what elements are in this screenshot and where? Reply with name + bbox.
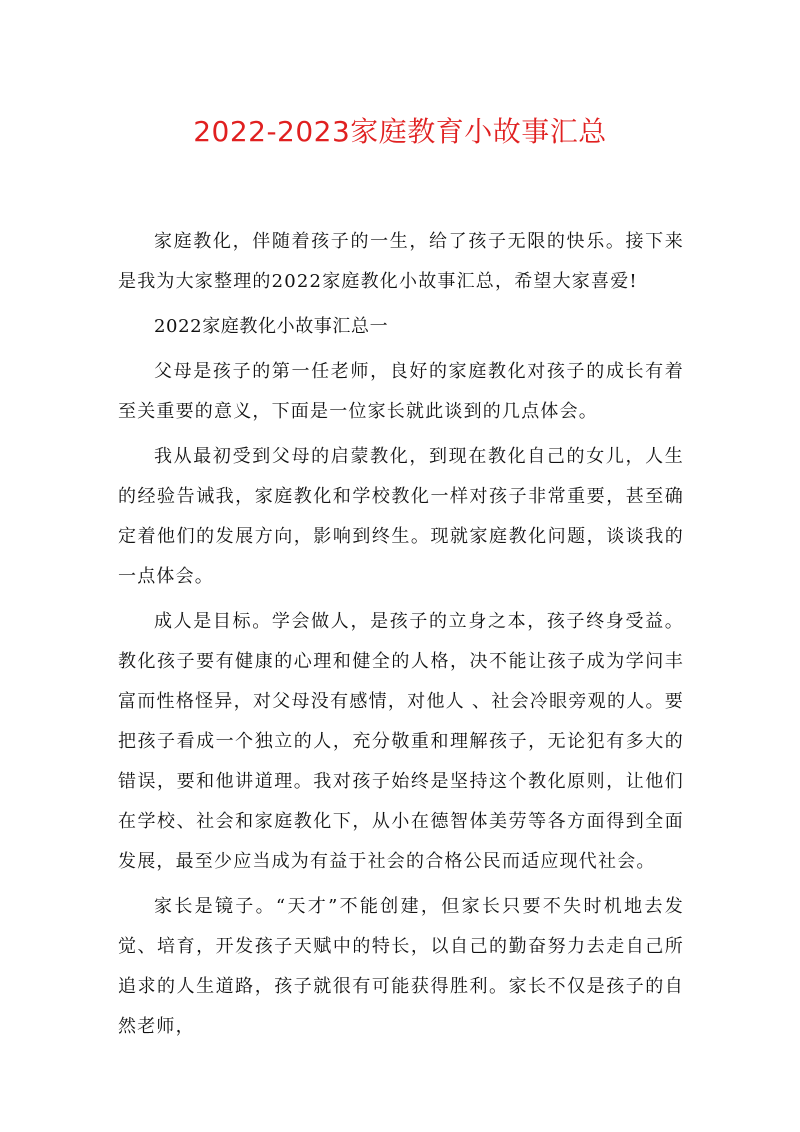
document-body [118,222,684,1052]
section-heading: 2022家庭教化小故事汇总一 [154,316,389,337]
paragraph-becoming-adult: 成人是目标。学会做人，是孩子的立身之本，孩子终身受益。教化孩子要有健康的心理和健全的人格，决不能让孩子成为学问丰富而性格怪异，对父母没有感情，对他人 、社会冷眼旁观的人。要把孩子看成一个独立的人，充分敬重和理解孩子，无论犯有多大的错误，要和他讲道理。我对孩子始终是坚持这个教化原则，让他们在学校、社会和家庭教化下，从小在德智体美劳等各方面得到全面发展，最至少应当成为有益于社会的合格公民而适应现代社会。 [118,611,684,872]
paragraph-intro: 家庭教化，伴随着孩子的一生，给了孩子无限的快乐。接下来是我为大家整理的2022家庭教化小故事汇总，希望大家喜爱! [118,231,684,292]
paragraph-experience: 我从最初受到父母的启蒙教化，到现在教化自己的女儿，人生的经验告诫我，家庭教化和学校教化一样对孩子非常重要，甚至确定着他们的发展方向，影响到终生。现就家庭教化问题，谈谈我的一点体会。 [118,446,684,587]
paragraph-parents-mirror: 家长是镜子。“天才”不能创建，但家长只要不失时机地去发觉、培育，开发孩子天赋中的特长，以自己的勤奋努力去走自己所追求的人生道路，孩子就很有可能获得胜利。家长不仅是孩子的自然老师， [118,896,684,1037]
paragraph-parents-first-teacher: 父母是孩子的第一任老师，良好的家庭教化对孩子的成长有着至关重要的意义，下面是一位家长就此谈到的几点体会。 [118,361,684,422]
document-title: 2022-2023家庭教育小故事汇总 [193,115,607,148]
